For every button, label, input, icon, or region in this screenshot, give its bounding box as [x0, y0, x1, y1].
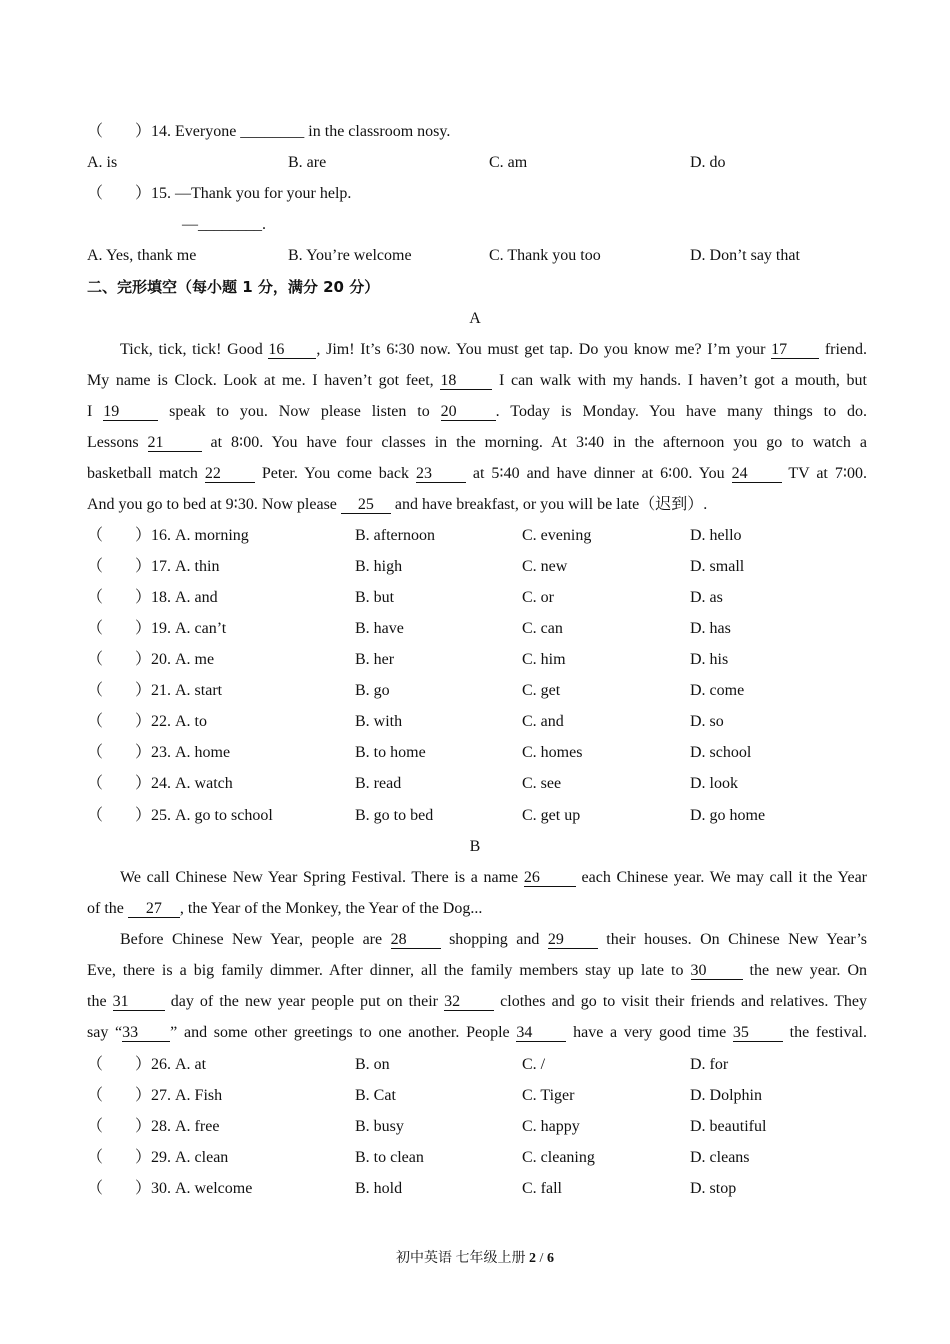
- question-14: [87, 122, 867, 142]
- option-c: C. him: [522, 651, 566, 668]
- option-b: B. have: [355, 620, 404, 637]
- option-d: D. as: [690, 589, 723, 606]
- text: each Chinese year. We may call it the Year: [575, 869, 867, 886]
- blank-34: 34: [516, 1024, 566, 1042]
- option-d: D. come: [690, 682, 745, 699]
- text: the new year. On: [742, 962, 868, 979]
- passage-b-line-6: [87, 1023, 867, 1043]
- option-a: A. is: [87, 154, 118, 171]
- blank-17: 17: [771, 341, 819, 359]
- text: their houses. On Chinese New Year’s: [597, 931, 868, 948]
- text: day of the new year people put on their: [164, 993, 445, 1010]
- option-c: C. homes: [522, 744, 583, 761]
- option-a: （ ）18. A. and: [87, 589, 218, 606]
- option-c: C. /: [522, 1056, 546, 1073]
- option-c: C. Thank you too: [489, 247, 601, 264]
- text: say “: [87, 1024, 123, 1041]
- option-b: B. high: [355, 558, 403, 575]
- blank-26: 26: [524, 869, 576, 887]
- text: , Jim! It’s 6∶30 now. You must get tap. Do you know me? I’m your: [316, 341, 772, 358]
- page-separator: /: [536, 1251, 547, 1266]
- option-b: B. are: [288, 154, 327, 171]
- blank-35: 35: [733, 1024, 783, 1042]
- option-a: （ ）21. A. start: [87, 682, 223, 699]
- part-a-heading: A: [469, 310, 481, 327]
- passage-b-line-4: [87, 961, 867, 981]
- option-d: D. Don’t say that: [690, 247, 800, 264]
- option-c: C. can: [522, 620, 563, 637]
- option-d: D. stop: [690, 1180, 737, 1197]
- passage-a-line-3: [87, 402, 867, 422]
- option-c: C. new: [522, 558, 568, 575]
- text: Tick, tick, tick! Good: [120, 341, 269, 358]
- blank-20: 20: [441, 403, 496, 421]
- option-c: C. get: [522, 682, 561, 699]
- option-d: D. hello: [690, 527, 742, 544]
- option-a: （ ）19. A. can’t: [87, 620, 227, 637]
- blank-25: 25: [341, 496, 391, 514]
- option-c: C. and: [522, 713, 564, 730]
- page-number: 2: [529, 1251, 537, 1266]
- text: I: [87, 403, 104, 420]
- passage-a-line-2: [87, 371, 867, 391]
- section-heading: 二、完形填空（每小题 1 分，满分 20 分）: [87, 278, 380, 296]
- option-d: D. his: [690, 651, 729, 668]
- option-c: C. fall: [522, 1180, 562, 1197]
- option-c: C. am: [489, 154, 528, 171]
- option-b: B. to home: [355, 744, 426, 761]
- option-c: C. cleaning: [522, 1149, 595, 1166]
- text: TV at 7∶00.: [781, 465, 868, 482]
- page-footer: [0, 1247, 950, 1267]
- text: I can walk with my hands. I haven’t got a mouth, but: [492, 372, 867, 389]
- option-c: C. Tiger: [522, 1087, 575, 1104]
- text: at 5∶40 and have dinner at 6∶00. You: [465, 465, 732, 482]
- text: Before Chinese New Year, people are: [120, 931, 391, 948]
- option-a: （ ）24. A. watch: [87, 775, 233, 792]
- passage-b-line-2: [87, 899, 867, 919]
- page-total: 6: [546, 1251, 554, 1266]
- part-b-heading: B: [469, 838, 481, 855]
- option-b: B. afternoon: [355, 527, 435, 544]
- option-d: D. so: [690, 713, 724, 730]
- footer-subject: 初中英语 七年级上册: [396, 1251, 530, 1266]
- option-b: B. busy: [355, 1118, 404, 1135]
- text: , the Year of the Monkey, the Year of the Dog...: [179, 900, 483, 917]
- option-b: B. go: [355, 682, 390, 699]
- blank-18: 18: [440, 372, 492, 390]
- option-c: C. or: [522, 589, 554, 606]
- question-stem: （ ）14. Everyone ________ in the classroom nosy.: [87, 123, 451, 140]
- text: Eve, there is a big family dimmer. After dinner, all the family members stay up late to: [87, 962, 691, 979]
- option-d: D. has: [690, 620, 731, 637]
- passage-b-line-5: [87, 992, 867, 1012]
- option-b: B. with: [355, 713, 403, 730]
- option-a: （ ）20. A. me: [87, 651, 215, 668]
- text: ” and some other greetings to one another. People: [170, 1024, 517, 1041]
- option-b: B. read: [355, 775, 402, 792]
- question-15: [87, 184, 867, 204]
- option-b: B. her: [355, 651, 395, 668]
- text: Lessons: [87, 434, 148, 451]
- blank-30: 30: [691, 962, 743, 980]
- option-b: B. You’re welcome: [288, 247, 412, 264]
- reply-blank: —________.: [182, 216, 266, 233]
- option-d: D. do: [690, 154, 726, 171]
- option-b: B. to clean: [355, 1149, 424, 1166]
- option-b: B. but: [355, 589, 395, 606]
- text: We call Chinese New Year Spring Festival. There is a name: [120, 869, 524, 886]
- passage-a-line-5: [87, 464, 867, 484]
- option-c: C. see: [522, 775, 562, 792]
- option-a: （ ）29. A. clean: [87, 1149, 229, 1166]
- blank-27: 27: [128, 900, 180, 918]
- option-d: D. beautiful: [690, 1118, 767, 1135]
- text: have a very good time: [566, 1024, 733, 1041]
- text: friend.: [819, 341, 868, 358]
- passage-a-line-6: [87, 495, 867, 515]
- option-a: （ ）27. A. Fish: [87, 1087, 223, 1104]
- question-stem: （ ）15. —Thank you for your help.: [87, 185, 352, 202]
- passage-b-line-3: [120, 930, 867, 950]
- option-d: D. cleans: [690, 1149, 750, 1166]
- question-15-reply: [182, 215, 950, 235]
- blank-31: 31: [113, 993, 165, 1011]
- text: My name is Clock. Look at me. I haven’t got feet,: [87, 372, 441, 389]
- blank-29: 29: [548, 931, 598, 949]
- option-a: （ ）22. A. to: [87, 713, 208, 730]
- text: . Today is Monday. You have many things to do.: [495, 403, 868, 420]
- option-a: （ ）23. A. home: [87, 744, 231, 761]
- option-b: B. Cat: [355, 1087, 396, 1104]
- passage-a-line-1: [120, 340, 867, 360]
- text: speak to you. Now please listen to: [158, 403, 441, 420]
- option-c: C. evening: [522, 527, 592, 544]
- option-a: （ ）30. A. welcome: [87, 1180, 253, 1197]
- option-a: （ ）28. A. free: [87, 1118, 220, 1135]
- option-b: B. go to bed: [355, 807, 434, 824]
- option-a: （ ）26. A. at: [87, 1056, 207, 1073]
- option-d: D. small: [690, 558, 745, 575]
- option-a: （ ）17. A. thin: [87, 558, 220, 575]
- blank-16: 16: [268, 341, 316, 359]
- blank-24: 24: [732, 465, 782, 483]
- option-d: D. go home: [690, 807, 766, 824]
- option-d: D. school: [690, 744, 752, 761]
- blank-23: 23: [416, 465, 466, 483]
- option-d: D. Dolphin: [690, 1087, 762, 1104]
- option-a: （ ）25. A. go to school: [87, 807, 273, 824]
- blank-21: 21: [148, 434, 202, 452]
- option-a: A. Yes, thank me: [87, 247, 197, 264]
- blank-28: 28: [391, 931, 441, 949]
- passage-b-line-1: [120, 868, 867, 888]
- option-d: D. for: [690, 1056, 729, 1073]
- blank-32: 32: [444, 993, 494, 1011]
- text: the festival.: [782, 1024, 867, 1041]
- text: of the: [87, 900, 128, 917]
- blank-19: 19: [103, 403, 158, 421]
- passage-a-line-4: [87, 433, 867, 453]
- option-a: （ ）16. A. morning: [87, 527, 249, 544]
- option-d: D. look: [690, 775, 738, 792]
- text: the: [87, 993, 113, 1010]
- text: shopping and: [440, 931, 548, 948]
- text: clothes and go to visit their friends and relatives. They: [494, 993, 868, 1010]
- option-c: C. happy: [522, 1118, 580, 1135]
- option-c: C. get up: [522, 807, 581, 824]
- text: And you go to bed at 9∶30. Now please: [87, 496, 341, 513]
- text: and have breakfast, or you will be late（迟到）.: [390, 496, 708, 513]
- blank-22: 22: [205, 465, 255, 483]
- option-b: B. on: [355, 1056, 390, 1073]
- option-b: B. hold: [355, 1180, 403, 1197]
- text: at 8∶00. You have four classes in the morning. At 3∶40 in the afternoon you go to watch a: [201, 434, 867, 451]
- blank-33: 33: [122, 1024, 170, 1042]
- text: Peter. You come back: [254, 465, 416, 482]
- text: basketball match: [87, 465, 205, 482]
